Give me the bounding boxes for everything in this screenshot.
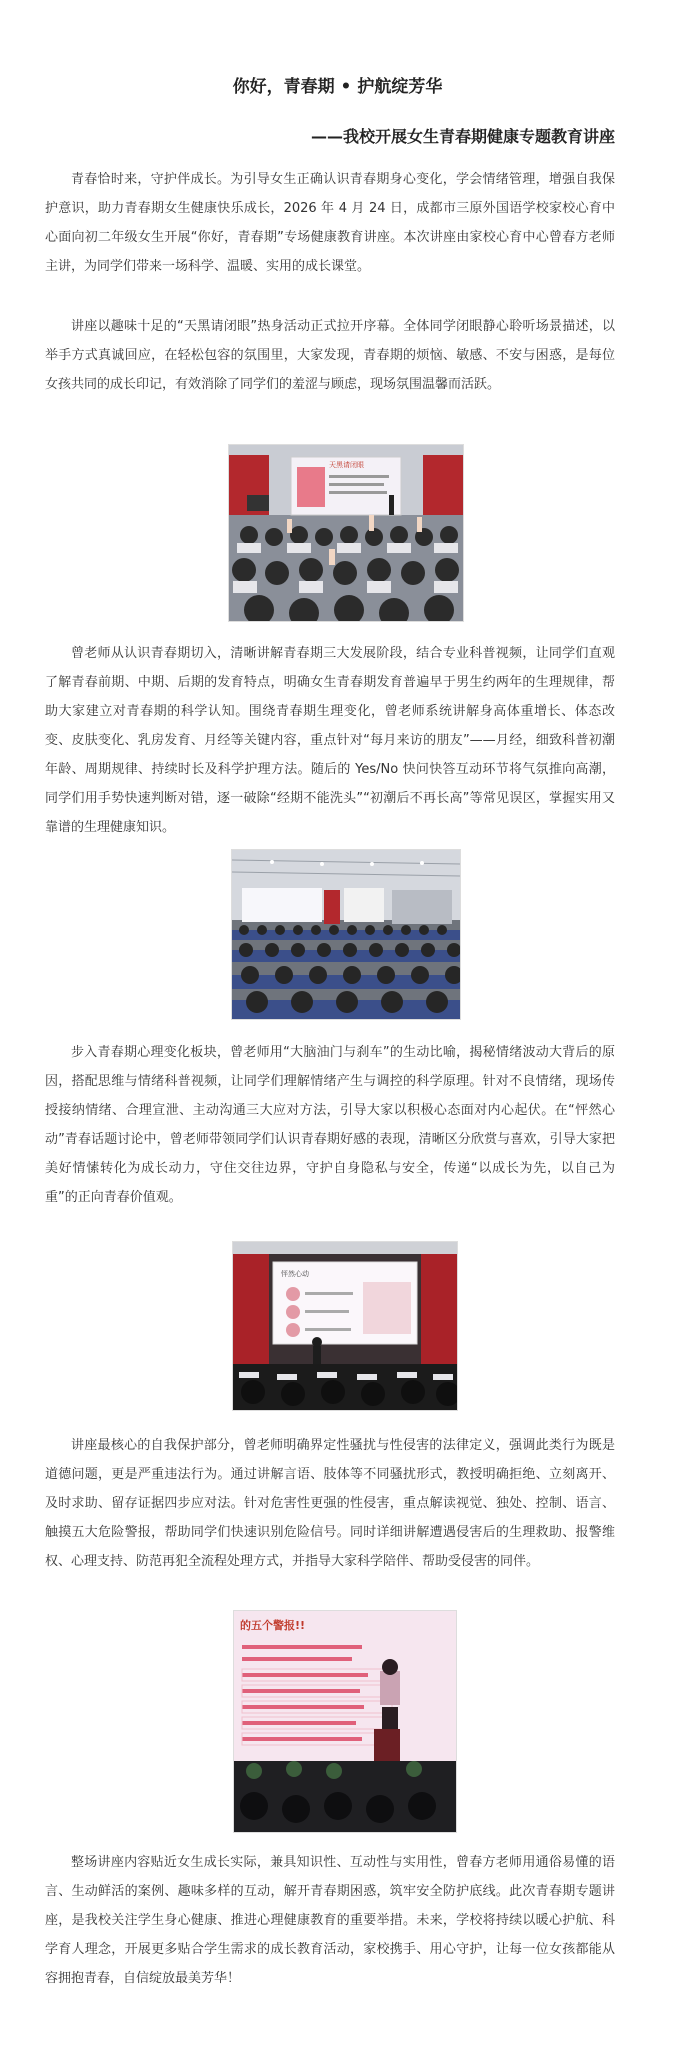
article-title: 你好，青春期 • 护航绽芳华 <box>232 77 443 97</box>
slide-4-title: 的五个警报!! <box>240 1619 306 1632</box>
lecture-photo-3 <box>232 1241 458 1411</box>
paragraph-4: 步入青春期心理变化板块，曾老师用“大脑油门与刹车”的生动比喻，揭秘情绪波动大背后的原因，搭配思维与情绪科普视频，让同学们理解情绪产生与调控的科学原理。针对不良情绪，现场传授接纳情绪、合理宣泄、主动沟通三大应对方法，引导大家以积极心态面对内心起伏。在“怦然心动”青春话题讨论中，曾老师带领同学们认识青春期好感的表现，清晰区分欣赏与喜欢，引导大家把美好情愫转化为成长动力，守住交往边界，守护自身隐私与安全，传递“以成长为先，以自己为重”的正向青春价值观。 <box>45 1045 615 1205</box>
lecture-photo-2 <box>231 849 461 1020</box>
lecture-photo-1 <box>228 444 464 622</box>
lecture-photo-4 <box>233 1610 457 1833</box>
paragraph-6: 整场讲座内容贴近女生成长实际，兼具知识性、互动性与实用性，曾春方老师用通俗易懂的语言、生动鲜活的案例、趣味多样的互动，解开青春期困惑，筑牢安全防护底线。此次青春期专题讲座，是我校关注学生身心健康、推进心理健康教育的重要举措。未来，学校将持续以暖心护航、科学育人理念，开展更多贴合学生需求的成长教育活动，家校携手、用心守护，让每一位女孩都能从容拥抱青春，自信绽放最美芳华！ <box>45 1855 615 1986</box>
paragraph-5: 讲座最核心的自我保护部分，曾老师明确界定性骚扰与性侵害的法律定义，强调此类行为既是道德问题，更是严重违法行为。通过讲解言语、肢体等不同骚扰形式，教授明确拒绝、立刻离开、及时求助、留存证据四步应对法。针对危害性更强的性侵害，重点解读视觉、独处、控制、语言、触摸五大危险警报，帮助同学们快速识别危险信号。同时详细讲解遭遇侵害后的生理救助、报警维权、心理支持、防范再犯全流程处理方式，并指导大家科学陪伴、帮助受侵害的同伴。 <box>45 1438 615 1569</box>
slide-1-title: 天黑请闭眼 <box>329 461 364 469</box>
article-subtitle: ——我校开展女生青春期健康专题教育讲座 <box>310 127 615 146</box>
paragraph-1: 青春恰时来，守护伴成长。为引导女生正确认识青春期身心变化，学会情绪管理，增强自我保护意识，助力青春期女生健康快乐成长，2026 年 4 月 24 日，成都市三原外国语学校家校心育中心面向初二年级女生开展“你好，青春期”专场健康教育讲座。本次讲座由家校心育中心曾春方老师主讲，为同学们带来一场科学、温暖、实用的成长课堂。 <box>45 172 615 274</box>
paragraph-3: 曾老师从认识青春期切入，清晰讲解青春期三大发展阶段，结合专业科普视频，让同学们直观了解青春前期、中期、后期的发育特点，明确女生青春期发育普遍早于男生约两年的生理规律，帮助大家建立对青春期的科学认知。围绕青春期生理变化，曾老师系统讲解身高体重增长、体态改变、皮肤变化、乳房发育、月经等关键内容，重点针对“每月来访的朋友”——月经，细致科普初潮年龄、周期规律、持续时长及科学护理方法。随后的 Yes/No 快问快答互动环节将气氛推向高潮，同学们用手势快速判断对错，逐一破除“经期不能洗头”“初潮后不再长高”等常见误区，掌握实用又靠谱的生理健康知识。 <box>45 646 615 835</box>
paragraph-2: 讲座以趣味十足的“天黑请闭眼”热身活动正式拉开序幕。全体同学闭眼静心聆听场景描述，以举手方式真诚回应，在轻松包容的氛围里，大家发现，青春期的烦恼、敏感、不安与困惑，是每位女孩共同的成长印记，有效消除了同学们的羞涩与顾虑，现场氛围温馨而活跃。 <box>45 319 615 392</box>
slide-3-title: 怦然心动 <box>281 1270 309 1278</box>
